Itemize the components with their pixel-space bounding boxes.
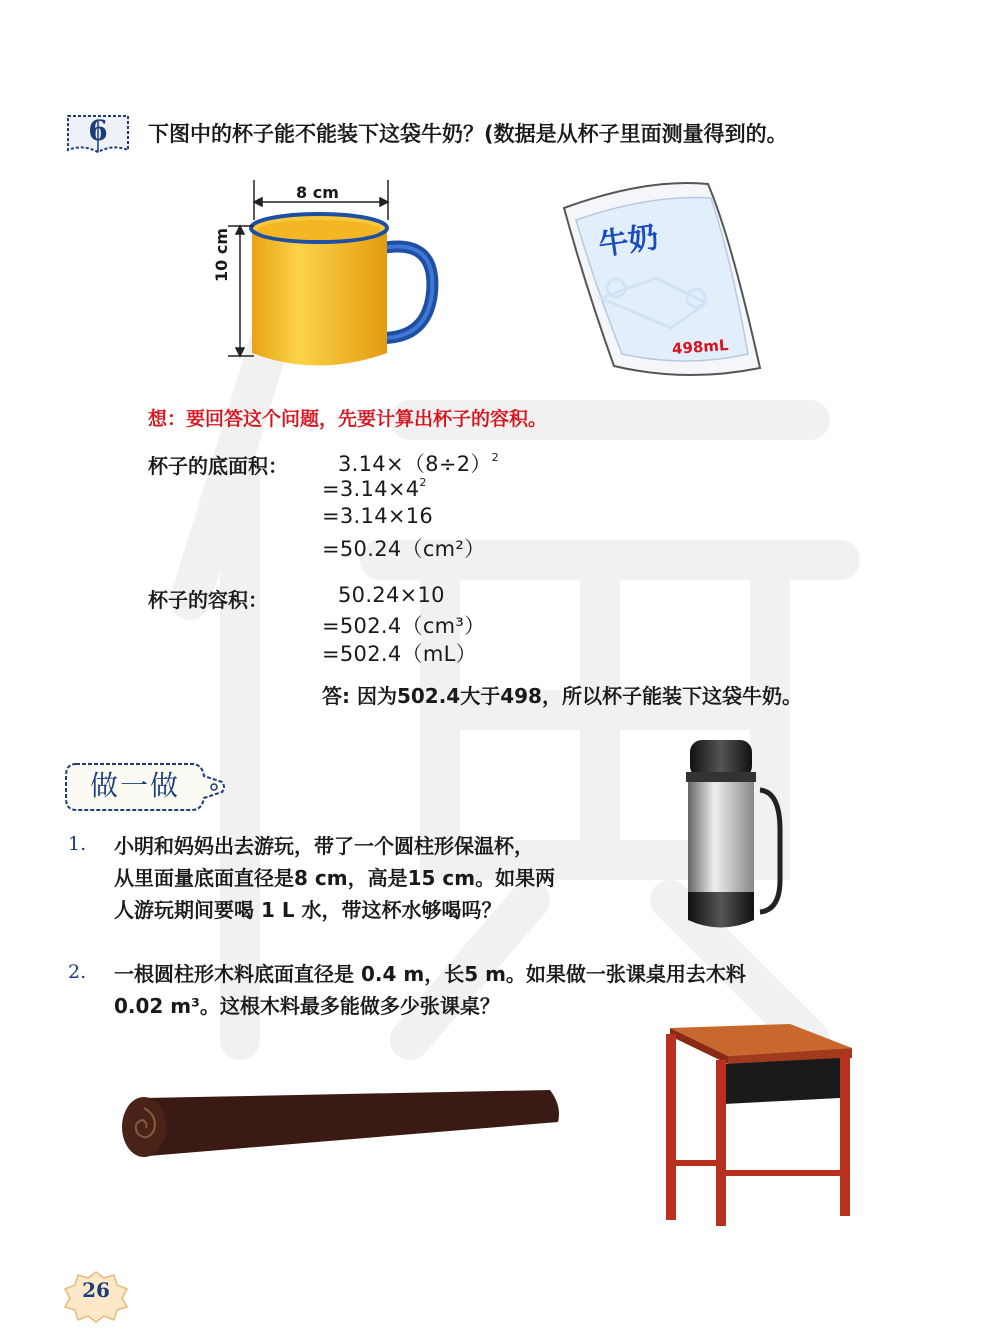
question-number: 6 — [88, 114, 108, 147]
base-area-line-4: =50.24（cm²） — [322, 537, 486, 561]
exercise-1-line-2: 从里面量底面直径是8 cm，高是15 cm。如果两 — [114, 866, 556, 890]
base-area-line-3: =3.14×16 — [322, 504, 434, 528]
volume-line-1: 50.24×10 — [338, 583, 445, 607]
volume-line-3: =502.4（mL） — [322, 642, 477, 666]
desk-illustration — [660, 1020, 860, 1226]
exercise-1-line-3: 人游玩期间要喝 1 L 水，带这杯水够喝吗？ — [114, 898, 502, 922]
page-number: 26 — [82, 1278, 110, 1302]
base-area-line-2: $=3.14\times 4^2$ — [322, 476, 427, 501]
wood-log-illustration — [118, 1086, 564, 1162]
exercise-1-line-1: 小明和妈妈出去游玩，带了一个圆柱形保温杯， — [114, 834, 534, 858]
base-area-line-1: $3.14\times(8\div 2)^2$ — [338, 451, 499, 476]
cup-height-label: 10 cm — [212, 228, 231, 282]
thermos-illustration — [680, 730, 790, 938]
dimension-lines — [224, 180, 394, 380]
volume-line-2: =502.4（cm³） — [322, 614, 486, 638]
exercise-2-line-1: 一根圆柱形木料底面直径是 0.4 m，长5 m。如果做一张课桌用去木料 — [114, 962, 746, 986]
exercise-1-number: 1. — [68, 833, 87, 855]
exercise-2-line-2: 0.02 m³。这根木料最多能做多少张课桌？ — [114, 994, 500, 1018]
base-area-label: 杯子的底面积： — [148, 454, 288, 478]
volume-label: 杯子的容积： — [148, 588, 268, 612]
think-hint: 想：要回答这个问题，先要计算出杯子的容积。 — [148, 408, 548, 430]
question-text: 下图中的杯子能不能装下这袋牛奶？(数据是从杯子里面测量得到的。 — [148, 122, 788, 146]
milk-bag-volume: 498mL — [671, 336, 730, 358]
answer-text: 答: 因为502.4大于498，所以杯子能装下这袋牛奶。 — [322, 684, 802, 708]
milk-bag-illustration — [556, 178, 766, 383]
section-title: 做一做 — [89, 769, 180, 802]
exercise-2-number: 2. — [68, 961, 87, 983]
milk-bag-title: 牛奶 — [596, 219, 661, 263]
cup-diameter-label: 8 cm — [296, 183, 339, 202]
